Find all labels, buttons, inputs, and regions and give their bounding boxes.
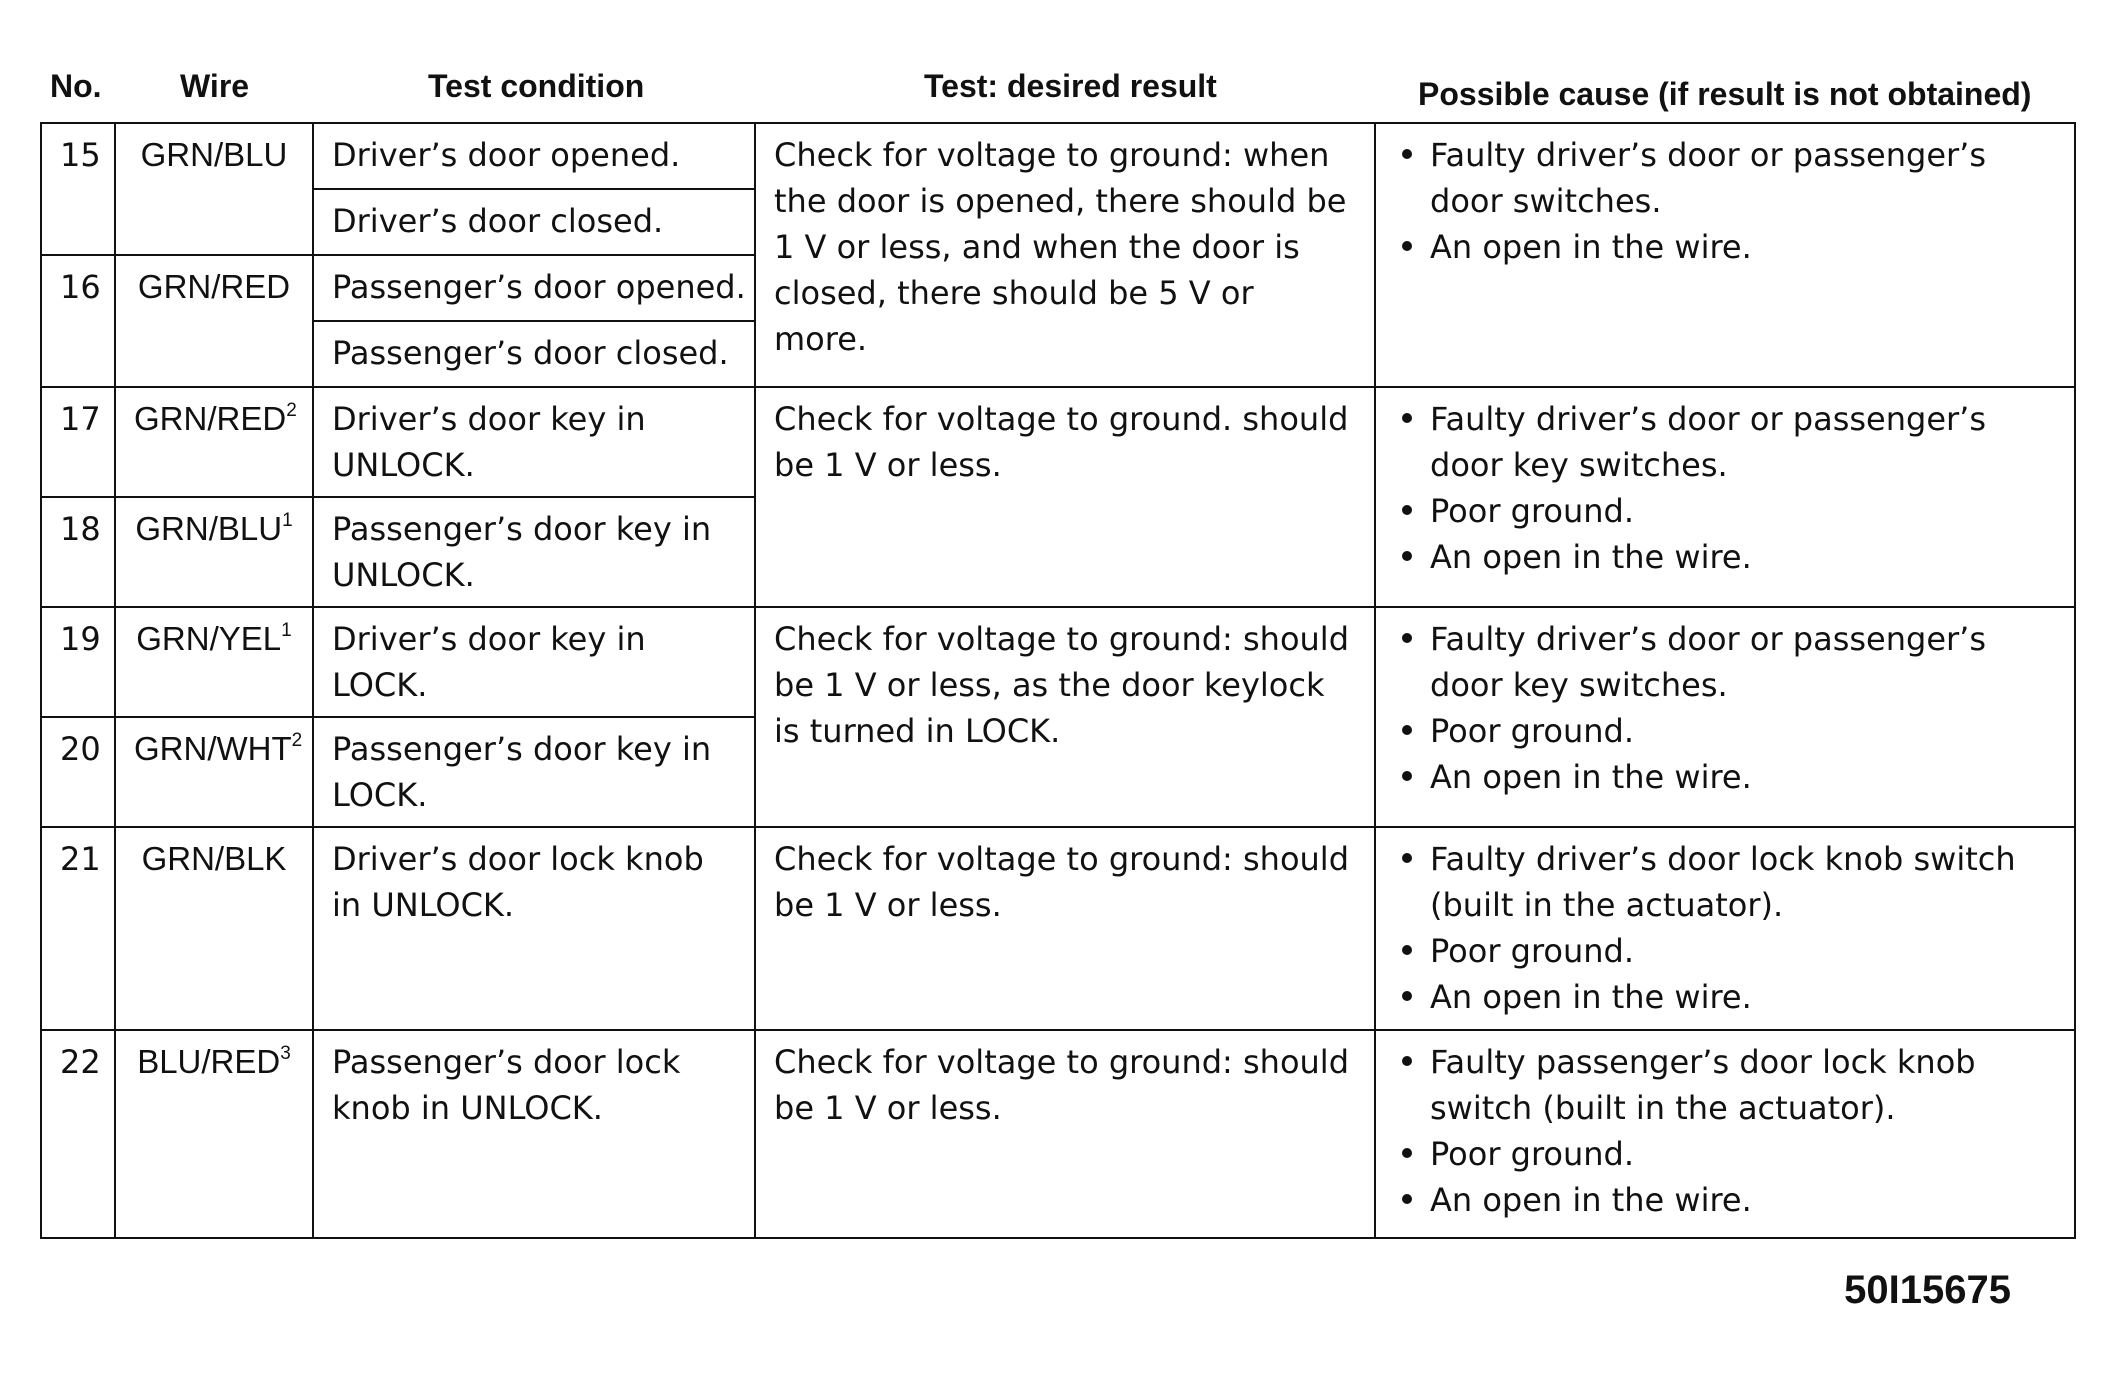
row-number: 18 bbox=[41, 497, 115, 607]
wire-color: GRN/YEL$^1$ bbox=[115, 607, 313, 717]
list-item: Poor ground. bbox=[1394, 708, 2056, 754]
wire-color: GRN/BLU$^1$ bbox=[115, 497, 313, 607]
desired-result: Check for voltage to ground: should be 1 V or less, as the door keylock is turned in LOCK. bbox=[755, 607, 1375, 827]
cause-list bbox=[1394, 132, 2056, 270]
wire-color: GRN/BLK bbox=[115, 827, 313, 1030]
table-row bbox=[41, 387, 2075, 497]
list-item: An open in the wire. bbox=[1394, 754, 2056, 800]
row-number: 17 bbox=[41, 387, 115, 497]
list-item: Faulty passenger’s door lock knob switch (built in the actuator). bbox=[1394, 1039, 2056, 1131]
table-row bbox=[41, 827, 2075, 1030]
row-number: 15 bbox=[41, 123, 115, 255]
possible-cause bbox=[1375, 827, 2075, 1030]
cause-list bbox=[1394, 836, 2056, 1020]
table-row bbox=[41, 123, 2075, 189]
test-condition: Passenger’s door key in LOCK. bbox=[313, 717, 755, 827]
test-condition: Passenger’s door opened. bbox=[313, 255, 755, 321]
possible-cause bbox=[1375, 123, 2075, 387]
possible-cause bbox=[1375, 1030, 2075, 1238]
list-item: Poor ground. bbox=[1394, 1131, 2056, 1177]
list-item: Faulty driver’s door lock knob switch (built in the actuator). bbox=[1394, 836, 2056, 928]
wire-color: GRN/RED$^2$ bbox=[115, 387, 313, 497]
list-item: Faulty driver’s door or passenger’s door switches. bbox=[1394, 132, 2056, 224]
figure-code: 50I15675 bbox=[1844, 1268, 2011, 1312]
desired-result: Check for voltage to ground. should be 1 V or less. bbox=[755, 387, 1375, 607]
list-item: An open in the wire. bbox=[1394, 224, 2056, 270]
header-test-condition: Test condition bbox=[428, 68, 645, 104]
test-condition: Driver’s door lock knob in UNLOCK. bbox=[313, 827, 755, 1030]
test-condition: Driver’s door closed. bbox=[313, 189, 755, 255]
list-item: Faulty driver’s door or passenger’s door key switches. bbox=[1394, 616, 2056, 708]
row-number: 16 bbox=[41, 255, 115, 387]
list-item: An open in the wire. bbox=[1394, 974, 2056, 1020]
test-condition: Passenger’s door closed. bbox=[313, 321, 755, 387]
desired-result: Check for voltage to ground: should be 1 V or less. bbox=[755, 827, 1375, 1030]
test-condition: Driver’s door opened. bbox=[313, 123, 755, 189]
header-wire: Wire bbox=[180, 68, 250, 104]
wire-color: GRN/BLU bbox=[115, 123, 313, 255]
list-item: Poor ground. bbox=[1394, 488, 2056, 534]
desired-result: Check for voltage to ground: should be 1 V or less. bbox=[755, 1030, 1375, 1238]
list-item: An open in the wire. bbox=[1394, 534, 2056, 580]
cause-list bbox=[1394, 396, 2056, 580]
desired-result: Check for voltage to ground: when the door is opened, there should be 1 V or less, and when the door is closed, there should be 5 V or more. bbox=[755, 123, 1375, 387]
test-condition: Passenger’s door lock knob in UNLOCK. bbox=[313, 1030, 755, 1238]
row-number: 20 bbox=[41, 717, 115, 827]
table-row bbox=[41, 1030, 2075, 1238]
list-item: An open in the wire. bbox=[1394, 1177, 2056, 1223]
list-item: Poor ground. bbox=[1394, 928, 2056, 974]
header-no: No. bbox=[50, 68, 102, 104]
header-possible-cause: Possible cause (if result is not obtained) bbox=[1418, 76, 2032, 112]
diagnostic-table bbox=[40, 122, 2076, 1239]
header-desired-result: Test: desired result bbox=[924, 68, 1217, 104]
wire-color: GRN/WHT$^2$ bbox=[115, 717, 313, 827]
cause-list bbox=[1394, 1039, 2056, 1223]
possible-cause bbox=[1375, 607, 2075, 827]
possible-cause bbox=[1375, 387, 2075, 607]
test-condition: Driver’s door key in UNLOCK. bbox=[313, 387, 755, 497]
table-row bbox=[41, 607, 2075, 717]
row-number: 21 bbox=[41, 827, 115, 1030]
cause-list bbox=[1394, 616, 2056, 800]
wire-color: GRN/RED bbox=[115, 255, 313, 387]
test-condition: Passenger’s door key in UNLOCK. bbox=[313, 497, 755, 607]
row-number: 19 bbox=[41, 607, 115, 717]
wire-color: BLU/RED$^3$ bbox=[115, 1030, 313, 1238]
row-number: 22 bbox=[41, 1030, 115, 1238]
test-condition: Driver’s door key in LOCK. bbox=[313, 607, 755, 717]
list-item: Faulty driver’s door or passenger’s door key switches. bbox=[1394, 396, 2056, 488]
